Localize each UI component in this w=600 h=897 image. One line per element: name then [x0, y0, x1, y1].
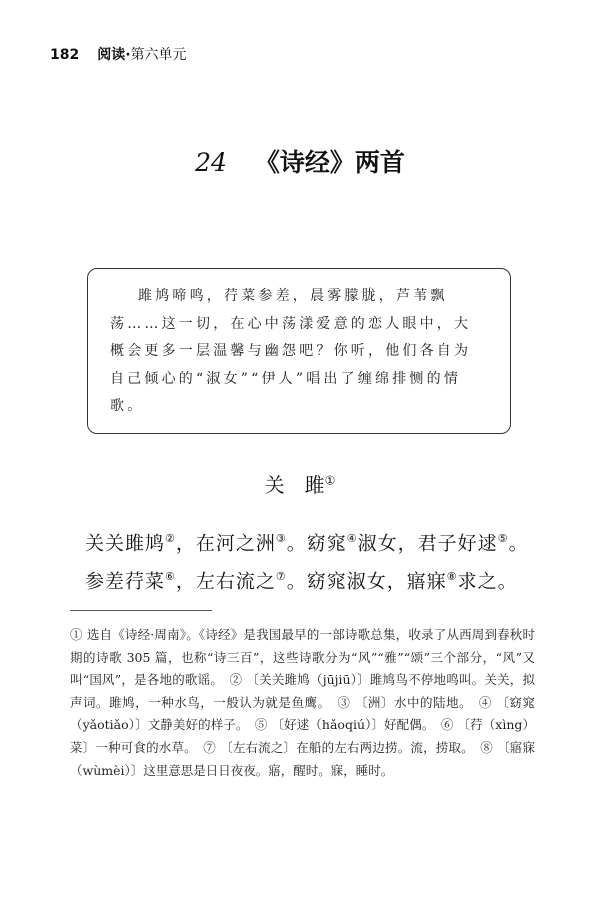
footnote-ref: ⑥	[165, 570, 176, 584]
footnote-ref: ③	[275, 532, 287, 545]
poem-line: 关关雎鸠②，在河之洲③。窈窕④淑女，君子好逑⑤。	[85, 532, 529, 555]
poem-body	[85, 522, 529, 599]
footnote-ref: ⑤	[497, 532, 509, 545]
footnote-divider	[70, 610, 212, 611]
footnotes: ① 选自《诗经·周南》。《诗经》是我国最早的一部诗歌总集，收录了从西周到春秋时期的诗歌 305 篇，也称“诗三百”，这些诗歌分为“风”“雅”“颂”三个部分，“风”又叫“国风”，是各地的歌谣。 ② 〔关关雎鸠（jūjiū）〕雎鸠鸟不停地鸣叫。关关，拟声词。雎鸠，一种水鸟，一般认为就是鱼鹰。 ③ 〔洲〕水中的陆地。 ④ 〔窈窕（yǎotiǎo）〕文静美好的样子。 ⑤ 〔好逑（hǎoqiú）〕好配偶。 ⑥ 〔荇（xìng）菜〕一种可食的水草。 ⑦ 〔左右流之〕在船的左右两边捞。流，捞取。 ⑧ 〔寤寐（wùmèi）〕这里意思是日日夜夜。寤，醒时。寐，睡时。	[70, 627, 535, 778]
footnote-ref: ②	[165, 532, 176, 545]
footnote-ref: ①	[324, 473, 336, 488]
lesson-title	[0, 143, 600, 179]
footnote-ref: ⑧	[446, 570, 458, 584]
footnote-ref: ⑦	[275, 570, 287, 584]
poem-line: 参差荇菜⑥，左右流之⑦。窈窕淑女，寤寐⑧求之。	[85, 570, 518, 593]
lesson-title-text: 《诗经》两首	[254, 148, 405, 177]
unit-label: 阅读·第六单元	[97, 47, 187, 63]
intro-box: 雎鸠啼鸣，荇菜参差，晨雾朦胧，芦苇飘荡……这一切，在心中荡漾爱意的恋人眼中，大概会更多一层温馨与幽怨吧？你听，他们各自为自己倾心的“淑女”“伊人”唱出了缠绵排恻的情歌。	[87, 268, 511, 434]
page-header	[50, 44, 187, 64]
page-number: 182	[50, 47, 80, 63]
lesson-number: 24	[195, 148, 227, 177]
poem-title: 关 雎①	[264, 473, 336, 497]
footnote-ref: ④	[346, 532, 358, 545]
